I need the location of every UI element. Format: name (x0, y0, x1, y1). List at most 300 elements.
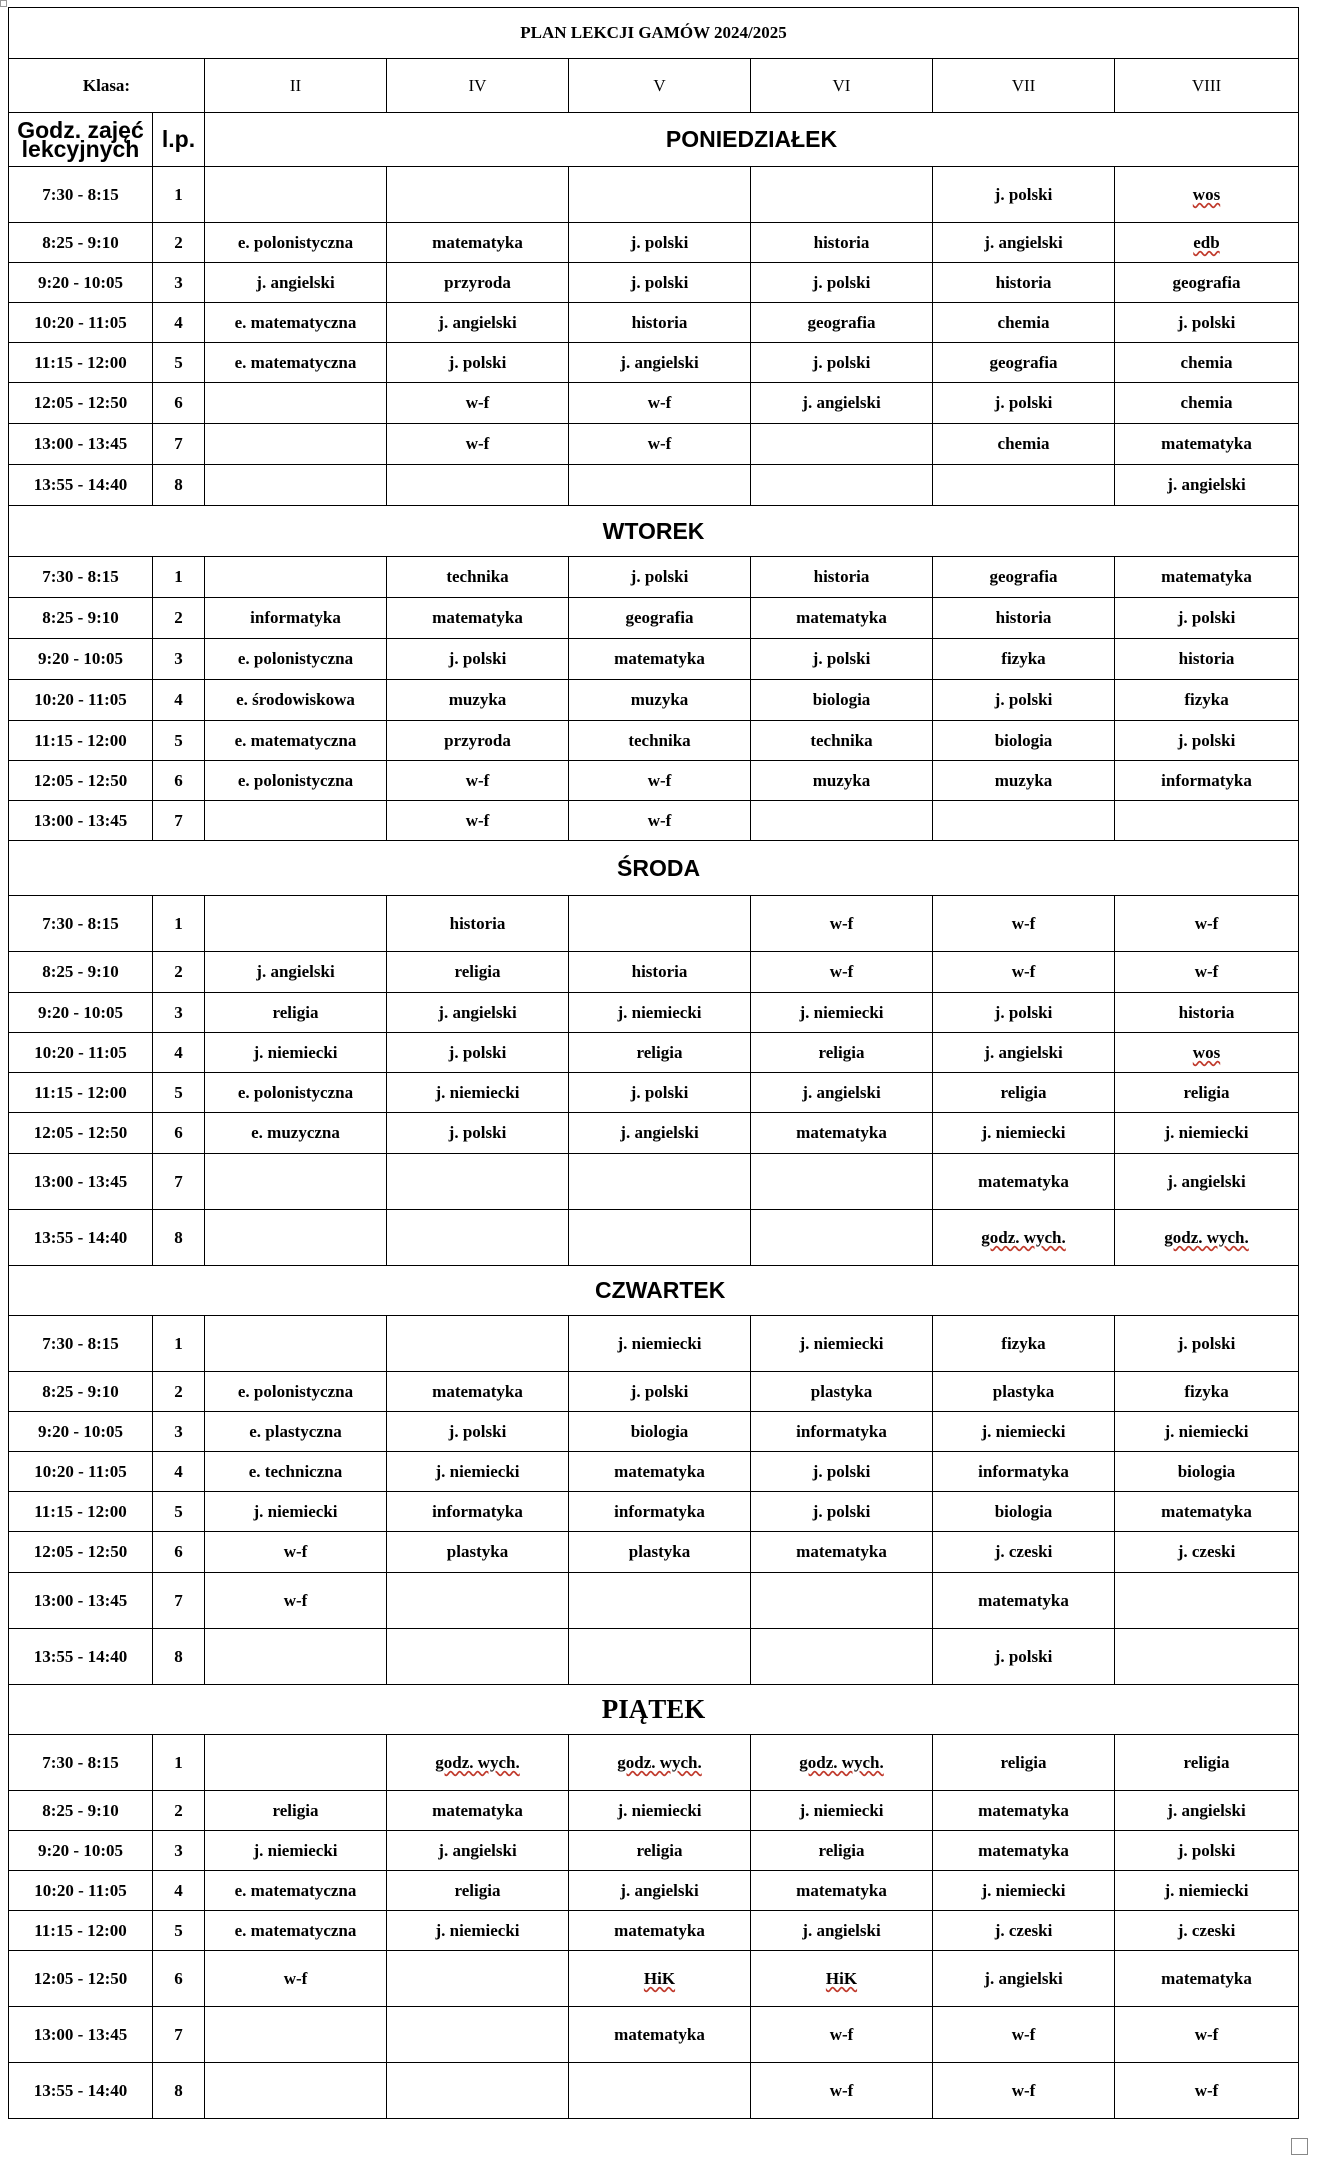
lesson-cell[interactable] (205, 465, 387, 506)
lesson-cell[interactable] (205, 1791, 387, 1831)
lesson-cell[interactable] (933, 465, 1115, 506)
subject-label: HiK (825, 1968, 858, 1988)
subject-label: j. niemiecki (253, 1840, 338, 1860)
lesson-cell[interactable] (1115, 721, 1299, 761)
lesson-cell[interactable] (933, 424, 1115, 465)
lesson-cell[interactable] (387, 1629, 569, 1685)
subject-label: j. niemiecki (799, 1800, 884, 1820)
lesson-cell[interactable] (205, 721, 387, 761)
lesson-cell[interactable] (569, 1210, 751, 1266)
lesson-cell[interactable] (569, 424, 751, 465)
lesson-cell[interactable] (569, 1791, 751, 1831)
lesson-cell[interactable] (205, 761, 387, 801)
lesson-cell[interactable] (1115, 1372, 1299, 1412)
lesson-cell[interactable] (387, 761, 569, 801)
lesson-time: 12:05 - 12:50 (9, 383, 153, 424)
lesson-cell[interactable] (569, 1871, 751, 1911)
lesson-cell[interactable] (751, 1316, 933, 1372)
lesson-cell[interactable] (569, 1372, 751, 1412)
class-header-VII: VII (933, 59, 1115, 113)
lesson-cell[interactable] (1115, 1412, 1299, 1452)
subject-label: e. matematyczna (234, 352, 357, 372)
lesson-cell[interactable] (751, 2063, 933, 2119)
lesson-cell[interactable] (205, 263, 387, 303)
lesson-cell[interactable] (1115, 1492, 1299, 1532)
subject-label: fizyka (1001, 649, 1046, 668)
lesson-cell[interactable] (751, 465, 933, 506)
lesson-cell[interactable] (933, 1871, 1115, 1911)
lesson-cell[interactable] (933, 680, 1115, 721)
lesson-cell[interactable] (205, 1316, 387, 1372)
lesson-cell[interactable] (205, 1629, 387, 1685)
lesson-cell[interactable] (569, 639, 751, 680)
lesson-cell[interactable] (933, 1073, 1115, 1113)
lesson-cell[interactable] (751, 1073, 933, 1113)
lesson-cell[interactable] (569, 761, 751, 801)
lesson-cell[interactable] (387, 1532, 569, 1573)
lesson-cell[interactable] (569, 1033, 751, 1073)
lesson-cell[interactable] (1115, 761, 1299, 801)
lesson-cell[interactable] (205, 2063, 387, 2119)
lesson-cell[interactable] (387, 1452, 569, 1492)
lesson-cell[interactable] (933, 1316, 1115, 1372)
subject-label: religia (454, 962, 501, 981)
lesson-cell[interactable] (751, 1412, 933, 1452)
lesson-cell[interactable] (751, 1791, 933, 1831)
lesson-cell[interactable] (1115, 424, 1299, 465)
lesson-cell[interactable] (933, 1951, 1115, 2007)
lesson-cell[interactable] (387, 1573, 569, 1629)
lesson-cell[interactable] (205, 952, 387, 993)
lesson-cell[interactable] (751, 1871, 933, 1911)
lesson-cell[interactable] (1115, 263, 1299, 303)
lesson-number: 7 (153, 1154, 205, 1210)
lesson-cell[interactable] (387, 263, 569, 303)
lesson-cell[interactable] (205, 1911, 387, 1951)
lesson-cell[interactable] (933, 1210, 1115, 1266)
lesson-cell[interactable] (751, 801, 933, 841)
lesson-cell[interactable] (933, 1735, 1115, 1791)
lesson-cell[interactable] (387, 721, 569, 761)
lesson-cell[interactable] (933, 761, 1115, 801)
lesson-cell[interactable] (387, 1372, 569, 1412)
lesson-cell[interactable] (569, 1316, 751, 1372)
lesson-cell[interactable] (751, 1573, 933, 1629)
lesson-cell[interactable] (1115, 1316, 1299, 1372)
lesson-cell[interactable] (387, 896, 569, 952)
lesson-cell[interactable] (205, 557, 387, 598)
lesson-cell[interactable] (933, 223, 1115, 263)
subject-label: matematyka (1161, 1968, 1252, 1988)
lesson-cell[interactable] (387, 303, 569, 343)
lesson-cell[interactable] (1115, 680, 1299, 721)
lesson-cell[interactable] (1115, 801, 1299, 841)
lesson-number: 4 (153, 1871, 205, 1911)
lesson-cell[interactable] (1115, 598, 1299, 639)
lesson-cell[interactable] (569, 1532, 751, 1573)
lesson-cell[interactable] (933, 167, 1115, 223)
lesson-cell[interactable] (205, 1412, 387, 1452)
lesson-cell[interactable] (933, 1412, 1115, 1452)
subject-label: j. polski (448, 1123, 507, 1142)
lesson-cell[interactable] (387, 801, 569, 841)
lesson-cell[interactable] (569, 952, 751, 993)
lesson-cell[interactable] (387, 2007, 569, 2063)
lesson-cell[interactable] (933, 993, 1115, 1033)
day-name: ŚRODA (9, 841, 1299, 896)
subject-label: religia (1183, 1752, 1230, 1772)
lesson-cell[interactable] (569, 721, 751, 761)
lesson-cell[interactable] (569, 1951, 751, 2007)
lesson-cell[interactable] (933, 303, 1115, 343)
lesson-cell[interactable] (933, 1911, 1115, 1951)
lesson-cell[interactable] (933, 639, 1115, 680)
lesson-cell[interactable] (933, 343, 1115, 383)
lesson-cell[interactable] (205, 801, 387, 841)
lesson-row (9, 1791, 1299, 1831)
lesson-cell[interactable] (387, 952, 569, 993)
lesson-cell[interactable] (933, 1452, 1115, 1492)
lesson-cell[interactable] (205, 1033, 387, 1073)
lesson-cell[interactable] (205, 1532, 387, 1573)
lesson-cell[interactable] (387, 223, 569, 263)
class-header-V: V (569, 59, 751, 113)
lesson-cell[interactable] (205, 343, 387, 383)
lesson-cell[interactable] (1115, 1033, 1299, 1073)
subject-label: j. polski (630, 567, 689, 586)
lesson-cell[interactable] (569, 2063, 751, 2119)
lesson-cell[interactable] (205, 424, 387, 465)
lesson-cell[interactable] (1115, 167, 1299, 223)
lesson-cell[interactable] (387, 1492, 569, 1532)
lesson-cell[interactable] (569, 1735, 751, 1791)
lesson-cell[interactable] (569, 2007, 751, 2063)
subject-label: technika (446, 567, 509, 586)
lesson-cell[interactable] (205, 1154, 387, 1210)
lesson-cell[interactable] (751, 680, 933, 721)
lesson-cell[interactable] (1115, 2007, 1299, 2063)
lesson-cell[interactable] (569, 465, 751, 506)
lesson-cell[interactable] (933, 2063, 1115, 2119)
lesson-number: 6 (153, 383, 205, 424)
lesson-cell[interactable] (569, 557, 751, 598)
lesson-cell[interactable] (569, 167, 751, 223)
lesson-cell[interactable] (933, 1573, 1115, 1629)
lesson-cell[interactable] (751, 167, 933, 223)
hours-column-label: Godz. zajęć lekcyjnych (9, 113, 153, 167)
subject-label: historia (995, 272, 1052, 292)
lesson-cell[interactable] (1115, 1831, 1299, 1871)
lesson-cell[interactable] (387, 1033, 569, 1073)
lesson-cell[interactable] (387, 1791, 569, 1831)
lesson-cell[interactable] (751, 1452, 933, 1492)
lesson-cell[interactable] (1115, 1735, 1299, 1791)
lesson-number: 3 (153, 993, 205, 1033)
lesson-cell[interactable] (1115, 1532, 1299, 1573)
lesson-cell[interactable] (205, 639, 387, 680)
lesson-cell[interactable] (387, 1871, 569, 1911)
lesson-cell[interactable] (387, 383, 569, 424)
lesson-time: 11:15 - 12:00 (9, 1073, 153, 1113)
lesson-cell[interactable] (933, 1532, 1115, 1573)
lesson-cell[interactable] (569, 1154, 751, 1210)
subject-label: j. polski (448, 649, 507, 668)
lesson-cell[interactable] (751, 557, 933, 598)
lesson-cell[interactable] (751, 1372, 933, 1412)
lesson-cell[interactable] (1115, 1951, 1299, 2007)
subject-label: j. angielski (984, 232, 1063, 252)
lesson-cell[interactable] (387, 343, 569, 383)
lesson-cell[interactable] (1115, 1911, 1299, 1951)
lesson-cell[interactable] (751, 1951, 933, 2007)
lesson-cell[interactable] (569, 680, 751, 721)
lesson-cell[interactable] (1115, 1113, 1299, 1154)
lesson-cell[interactable] (751, 1831, 933, 1871)
lesson-cell[interactable] (751, 896, 933, 952)
lesson-cell[interactable] (387, 465, 569, 506)
lesson-cell[interactable] (387, 1951, 569, 2007)
lesson-time: 12:05 - 12:50 (9, 761, 153, 801)
lesson-cell[interactable] (205, 1573, 387, 1629)
lesson-cell[interactable] (1115, 383, 1299, 424)
lesson-cell[interactable] (1115, 465, 1299, 506)
lesson-cell[interactable] (751, 1735, 933, 1791)
lesson-cell[interactable] (205, 1871, 387, 1911)
lesson-cell[interactable] (387, 598, 569, 639)
subject-label: matematyka (978, 1171, 1069, 1191)
lesson-cell[interactable] (751, 1492, 933, 1532)
subject-label: j. angielski (438, 1840, 517, 1860)
lesson-cell[interactable] (205, 1210, 387, 1266)
subject-label: matematyka (614, 649, 705, 668)
lesson-cell[interactable] (933, 1791, 1115, 1831)
lesson-cell[interactable] (205, 2007, 387, 2063)
lesson-cell[interactable] (933, 383, 1115, 424)
lesson-cell[interactable] (1115, 1210, 1299, 1266)
lesson-cell[interactable] (933, 952, 1115, 993)
lesson-cell[interactable] (751, 1113, 933, 1154)
lesson-cell[interactable] (751, 1532, 933, 1573)
lesson-cell[interactable] (1115, 639, 1299, 680)
lesson-cell[interactable] (569, 383, 751, 424)
lesson-cell[interactable] (569, 993, 751, 1033)
lesson-cell[interactable] (751, 1154, 933, 1210)
lesson-number: 5 (153, 1073, 205, 1113)
lesson-cell[interactable] (1115, 223, 1299, 263)
lesson-cell[interactable] (1115, 343, 1299, 383)
lesson-row (9, 680, 1299, 721)
lesson-cell[interactable] (1115, 1791, 1299, 1831)
lesson-cell[interactable] (751, 343, 933, 383)
lesson-cell[interactable] (569, 1629, 751, 1685)
subject-label: j. angielski (438, 1002, 517, 1022)
lesson-cell[interactable] (205, 1492, 387, 1532)
lesson-cell[interactable] (1115, 896, 1299, 952)
lesson-cell[interactable] (751, 223, 933, 263)
lesson-number: 6 (153, 761, 205, 801)
lesson-cell[interactable] (387, 1073, 569, 1113)
subject-label: geografia (625, 608, 694, 627)
lesson-cell[interactable] (933, 598, 1115, 639)
lesson-cell[interactable] (569, 1452, 751, 1492)
lesson-cell[interactable] (933, 2007, 1115, 2063)
lesson-cell[interactable] (751, 952, 933, 993)
lesson-cell[interactable] (751, 721, 933, 761)
lesson-time: 13:00 - 13:45 (9, 1573, 153, 1629)
lesson-cell[interactable] (205, 1073, 387, 1113)
subject-label: j. niemiecki (617, 1800, 702, 1820)
subject-label: historia (631, 962, 688, 981)
lesson-cell[interactable] (751, 1629, 933, 1685)
subject-label: matematyka (432, 232, 523, 252)
lesson-cell[interactable] (205, 1372, 387, 1412)
subject-label: muzyka (630, 690, 689, 709)
lesson-cell[interactable] (751, 303, 933, 343)
day-name: WTOREK (9, 506, 1299, 557)
lesson-row (9, 598, 1299, 639)
lesson-cell[interactable] (205, 680, 387, 721)
lesson-cell[interactable] (751, 993, 933, 1033)
lesson-number: 3 (153, 1831, 205, 1871)
table-resize-handle[interactable] (1291, 2138, 1308, 2155)
lesson-cell[interactable] (1115, 1452, 1299, 1492)
subject-label: religia (636, 1042, 683, 1062)
lesson-cell[interactable] (569, 1573, 751, 1629)
lesson-cell[interactable] (205, 167, 387, 223)
lesson-cell[interactable] (569, 303, 751, 343)
lesson-cell[interactable] (1115, 952, 1299, 993)
lesson-cell[interactable] (933, 1154, 1115, 1210)
lesson-cell[interactable] (1115, 993, 1299, 1033)
lesson-row (9, 343, 1299, 383)
lesson-cell[interactable] (569, 896, 751, 952)
subject-label: e. matematyczna (234, 730, 357, 750)
lesson-cell[interactable] (1115, 2063, 1299, 2119)
lesson-cell[interactable] (569, 263, 751, 303)
lesson-cell[interactable] (569, 1911, 751, 1951)
lesson-cell[interactable] (205, 1735, 387, 1791)
lesson-cell[interactable] (933, 801, 1115, 841)
lesson-cell[interactable] (205, 223, 387, 263)
lesson-cell[interactable] (387, 557, 569, 598)
lesson-cell[interactable] (205, 303, 387, 343)
subject-label: w-f (829, 962, 854, 981)
lesson-cell[interactable] (205, 993, 387, 1033)
lesson-cell[interactable] (569, 801, 751, 841)
lesson-cell[interactable] (751, 424, 933, 465)
lesson-cell[interactable] (1115, 1154, 1299, 1210)
lesson-cell[interactable] (205, 896, 387, 952)
lesson-cell[interactable] (387, 1113, 569, 1154)
lesson-cell[interactable] (569, 1492, 751, 1532)
lesson-cell[interactable] (1115, 1871, 1299, 1911)
lesson-cell[interactable] (933, 1372, 1115, 1412)
lesson-cell[interactable] (387, 1831, 569, 1871)
lesson-cell[interactable] (751, 383, 933, 424)
lesson-cell[interactable] (751, 263, 933, 303)
lesson-cell[interactable] (387, 1412, 569, 1452)
subject-label: j. polski (994, 1002, 1053, 1022)
lesson-row (9, 1532, 1299, 1573)
lesson-cell[interactable] (751, 1033, 933, 1073)
lesson-cell[interactable] (751, 1210, 933, 1266)
subject-label: j. angielski (1167, 1171, 1246, 1191)
lesson-cell[interactable] (387, 680, 569, 721)
lesson-cell[interactable] (933, 263, 1115, 303)
subject-label: edb (1193, 232, 1220, 252)
lesson-cell[interactable] (569, 223, 751, 263)
lesson-cell[interactable] (205, 1113, 387, 1154)
lesson-cell[interactable] (569, 343, 751, 383)
lesson-cell[interactable] (205, 1951, 387, 2007)
subject-label: wos (1192, 184, 1221, 204)
lesson-row (9, 1831, 1299, 1871)
lesson-cell[interactable] (1115, 303, 1299, 343)
subject-label: e. środowiskowa (236, 690, 355, 709)
lesson-cell[interactable] (933, 1113, 1115, 1154)
subject-label: w-f (283, 1968, 308, 1988)
lesson-cell[interactable] (1115, 1073, 1299, 1113)
lesson-cell[interactable] (387, 1210, 569, 1266)
lesson-cell[interactable] (387, 2063, 569, 2119)
lesson-cell[interactable] (387, 167, 569, 223)
lesson-cell[interactable] (933, 896, 1115, 952)
lesson-cell[interactable] (933, 1831, 1115, 1871)
lesson-cell[interactable] (569, 1831, 751, 1871)
lesson-cell[interactable] (569, 598, 751, 639)
lesson-cell[interactable] (1115, 1629, 1299, 1685)
lesson-cell[interactable] (1115, 557, 1299, 598)
lesson-cell[interactable] (387, 1911, 569, 1951)
lesson-cell[interactable] (387, 1154, 569, 1210)
lesson-cell[interactable] (387, 1316, 569, 1372)
lesson-cell[interactable] (751, 2007, 933, 2063)
lesson-cell[interactable] (387, 424, 569, 465)
lesson-cell[interactable] (751, 1911, 933, 1951)
lesson-row (9, 1210, 1299, 1266)
lesson-cell[interactable] (205, 383, 387, 424)
lesson-cell[interactable] (569, 1113, 751, 1154)
lesson-cell[interactable] (205, 1831, 387, 1871)
subject-label: j. niemiecki (981, 1421, 1066, 1441)
lesson-cell[interactable] (751, 639, 933, 680)
lesson-cell[interactable] (751, 598, 933, 639)
lesson-cell[interactable] (933, 557, 1115, 598)
lesson-cell[interactable] (205, 598, 387, 639)
lesson-cell[interactable] (387, 993, 569, 1033)
subject-label: godz. wych. (1164, 1227, 1249, 1247)
subject-label: j. niemiecki (1164, 1880, 1249, 1900)
lesson-cell[interactable] (387, 639, 569, 680)
lesson-cell[interactable] (933, 721, 1115, 761)
lesson-cell[interactable] (933, 1492, 1115, 1532)
subject-label: religia (1183, 1082, 1230, 1102)
lesson-number: 1 (153, 557, 205, 598)
lesson-number: 4 (153, 303, 205, 343)
subject-label: religia (1000, 1082, 1047, 1102)
lesson-cell[interactable] (205, 1452, 387, 1492)
lesson-cell[interactable] (387, 1735, 569, 1791)
lesson-cell[interactable] (933, 1033, 1115, 1073)
lesson-cell[interactable] (933, 1629, 1115, 1685)
subject-label: j. niemiecki (435, 1920, 520, 1940)
lesson-number: 2 (153, 223, 205, 263)
lesson-cell[interactable] (1115, 1573, 1299, 1629)
lesson-cell[interactable] (751, 761, 933, 801)
lesson-cell[interactable] (569, 1073, 751, 1113)
lesson-cell[interactable] (569, 1412, 751, 1452)
lesson-row (9, 993, 1299, 1033)
